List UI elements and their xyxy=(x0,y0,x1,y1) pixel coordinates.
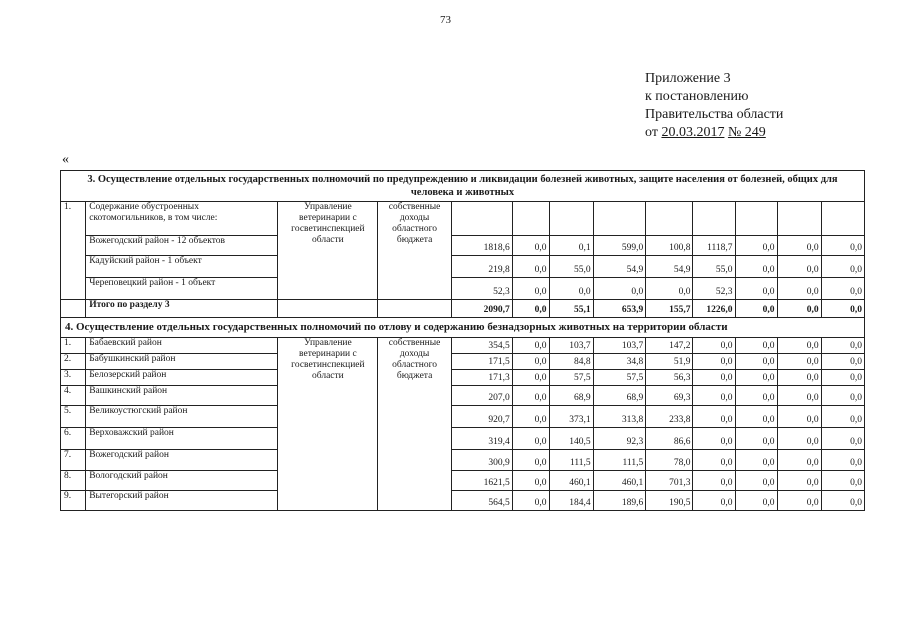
row-name: Верховажский район xyxy=(86,428,278,450)
value-cell: 190,5 xyxy=(646,491,693,511)
value-cell: 0,0 xyxy=(735,354,777,370)
value-cell: 0,0 xyxy=(512,236,549,256)
value-cell: 111,5 xyxy=(549,450,593,471)
value-cell: 0,0 xyxy=(512,370,549,386)
value-cell: 55,0 xyxy=(549,256,593,278)
value-cell: 0,0 xyxy=(777,278,821,300)
table-row xyxy=(61,471,865,491)
value-cell: 68,9 xyxy=(549,386,593,406)
value-cell: 111,5 xyxy=(593,450,646,471)
value-cell: 0,0 xyxy=(777,428,821,450)
table-row xyxy=(61,450,865,471)
value-cell: 219,8 xyxy=(451,256,512,278)
value-cell: 0,0 xyxy=(512,278,549,300)
value-cell: 0,0 xyxy=(821,354,864,370)
value-cell: 0,0 xyxy=(777,338,821,354)
value-cell: 92,3 xyxy=(593,428,646,450)
value-cell: 184,4 xyxy=(549,491,593,511)
value-cell: 0,0 xyxy=(735,236,777,256)
value-cell: 0,0 xyxy=(777,370,821,386)
value-cell: 103,7 xyxy=(549,338,593,354)
total-value: 0,0 xyxy=(735,300,777,318)
value-cell: 0,0 xyxy=(512,491,549,511)
value-cell: 171,3 xyxy=(451,370,512,386)
value-cell: 147,2 xyxy=(646,338,693,354)
value-cell: 0,0 xyxy=(693,450,735,471)
value-cell: 0,0 xyxy=(735,338,777,354)
value-cell: 0,0 xyxy=(735,428,777,450)
value-cell: 69,3 xyxy=(646,386,693,406)
table-row xyxy=(61,491,865,511)
value-cell: 319,4 xyxy=(451,428,512,450)
page-number: 73 xyxy=(440,14,451,26)
total-value: 653,9 xyxy=(593,300,646,318)
row-index: 9. xyxy=(61,491,86,511)
value-cell: 54,9 xyxy=(593,256,646,278)
table-row xyxy=(61,338,865,354)
value-cell: 313,8 xyxy=(593,406,646,428)
value-cell: 54,9 xyxy=(646,256,693,278)
value-cell: 0,0 xyxy=(512,406,549,428)
value-cell: 0,0 xyxy=(512,450,549,471)
budget-table xyxy=(60,170,865,511)
value-cell: 233,8 xyxy=(646,406,693,428)
value-cell: 920,7 xyxy=(451,406,512,428)
total-value: 2090,7 xyxy=(451,300,512,318)
value-cell: 0,0 xyxy=(646,278,693,300)
row-index: 8. xyxy=(61,471,86,491)
total-value: 0,0 xyxy=(777,300,821,318)
value-cell: 0,0 xyxy=(821,428,864,450)
table-row xyxy=(61,386,865,406)
table-row xyxy=(61,256,865,278)
source-cell: собственные доходы областного бюджета xyxy=(378,202,452,300)
value-cell: 100,8 xyxy=(646,236,693,256)
total-value: 0,0 xyxy=(821,300,864,318)
row-index: 5. xyxy=(61,406,86,428)
value-cell: 0,0 xyxy=(735,450,777,471)
value-cell: 0,0 xyxy=(693,338,735,354)
value-cell: 0,0 xyxy=(821,386,864,406)
section4-title: 4. Осуществление отдельных государственных полномочий по отлову и содержанию безнадзорных животных на территории области xyxy=(61,318,865,338)
value-cell: 140,5 xyxy=(549,428,593,450)
total-value: 0,0 xyxy=(512,300,549,318)
value-cell: 56,3 xyxy=(646,370,693,386)
value-cell: 0,0 xyxy=(735,256,777,278)
table-row xyxy=(61,370,865,386)
value-cell: 0,0 xyxy=(777,386,821,406)
row-heading: Содержание обустроенных скотомогильников, в том числе: xyxy=(86,202,278,236)
row-index: 7. xyxy=(61,450,86,471)
row-name: Вожегодский район xyxy=(86,450,278,471)
value-cell: 0,0 xyxy=(821,491,864,511)
value-cell: 0,0 xyxy=(777,406,821,428)
row-name: Белозерский район xyxy=(86,370,278,386)
row-index: 1. xyxy=(61,202,86,300)
appendix-line3: Правительства области xyxy=(645,107,784,122)
value-cell: 84,8 xyxy=(549,354,593,370)
row-index: 2. xyxy=(61,354,86,370)
value-cell: 0,0 xyxy=(777,450,821,471)
appendix-date-prefix: от xyxy=(645,125,658,140)
value-cell: 34,8 xyxy=(593,354,646,370)
value-cell: 0,0 xyxy=(821,338,864,354)
value-cell: 189,6 xyxy=(593,491,646,511)
value-cell: 55,0 xyxy=(693,256,735,278)
value-cell: 207,0 xyxy=(451,386,512,406)
row-name: Бабушкинский район xyxy=(86,354,278,370)
value-cell: 0,0 xyxy=(821,406,864,428)
value-cell: 1621,5 xyxy=(451,471,512,491)
appendix-date: 20.03.2017 xyxy=(661,125,725,140)
appendix-header xyxy=(645,70,783,142)
source-cell: собственные доходы областного бюджета xyxy=(378,338,452,511)
value-cell: 0,0 xyxy=(512,386,549,406)
value-cell: 0,0 xyxy=(735,386,777,406)
row-name: Вожегодский район - 12 объектов xyxy=(86,236,278,256)
row-index: 6. xyxy=(61,428,86,450)
total-row xyxy=(61,300,865,318)
value-cell: 0,0 xyxy=(512,256,549,278)
appendix-title: Приложение 3 xyxy=(645,71,731,86)
value-cell: 0,0 xyxy=(549,278,593,300)
executor-cell: Управление ветеринарии с госветинспекцией области xyxy=(278,338,378,511)
row-index: 3. xyxy=(61,370,86,386)
appendix-number: № 249 xyxy=(727,125,766,140)
executor-cell: Управление ветеринарии с госветинспекцией области xyxy=(278,202,378,300)
value-cell: 460,1 xyxy=(593,471,646,491)
value-cell: 0,0 xyxy=(693,428,735,450)
value-cell: 0,0 xyxy=(821,256,864,278)
value-cell: 86,6 xyxy=(646,428,693,450)
value-cell: 0,0 xyxy=(693,406,735,428)
value-cell: 599,0 xyxy=(593,236,646,256)
value-cell: 0,0 xyxy=(512,428,549,450)
value-cell: 300,9 xyxy=(451,450,512,471)
total-value: 55,1 xyxy=(549,300,593,318)
row-name: Вашкинский район xyxy=(86,386,278,406)
open-quote: « xyxy=(62,152,69,167)
value-cell: 373,1 xyxy=(549,406,593,428)
table-row xyxy=(61,202,865,236)
value-cell: 0,0 xyxy=(735,491,777,511)
value-cell: 0,0 xyxy=(777,491,821,511)
value-cell: 0,0 xyxy=(777,471,821,491)
value-cell: 0,0 xyxy=(693,370,735,386)
value-cell: 0,1 xyxy=(549,236,593,256)
row-name: Кадуйский район - 1 объект xyxy=(86,256,278,278)
value-cell: 171,5 xyxy=(451,354,512,370)
value-cell: 0,0 xyxy=(777,236,821,256)
section4-title-row xyxy=(61,318,865,338)
section3-title: 3. Осуществление отдельных государственных полномочий по предупреждению и ликвидации болезней животных, защите населения от болезней, общих для человека и животных xyxy=(61,171,865,202)
value-cell: 57,5 xyxy=(549,370,593,386)
value-cell: 52,3 xyxy=(451,278,512,300)
row-index: 4. xyxy=(61,386,86,406)
value-cell: 0,0 xyxy=(777,354,821,370)
value-cell: 0,0 xyxy=(821,471,864,491)
row-name: Череповецкий район - 1 объект xyxy=(86,278,278,300)
value-cell: 78,0 xyxy=(646,450,693,471)
value-cell: 0,0 xyxy=(693,491,735,511)
value-cell: 1818,6 xyxy=(451,236,512,256)
value-cell: 103,7 xyxy=(593,338,646,354)
value-cell: 51,9 xyxy=(646,354,693,370)
row-name: Вологодский район xyxy=(86,471,278,491)
value-cell: 0,0 xyxy=(735,370,777,386)
value-cell: 701,3 xyxy=(646,471,693,491)
value-cell: 0,0 xyxy=(693,386,735,406)
table-row xyxy=(61,354,865,370)
value-cell: 0,0 xyxy=(821,236,864,256)
table-row xyxy=(61,236,865,256)
value-cell: 68,9 xyxy=(593,386,646,406)
value-cell: 52,3 xyxy=(693,278,735,300)
value-cell: 0,0 xyxy=(821,450,864,471)
table-row xyxy=(61,428,865,450)
total-value: 155,7 xyxy=(646,300,693,318)
table-row xyxy=(61,278,865,300)
value-cell: 1118,7 xyxy=(693,236,735,256)
value-cell: 0,0 xyxy=(512,338,549,354)
total-value: 1226,0 xyxy=(693,300,735,318)
value-cell: 57,5 xyxy=(593,370,646,386)
value-cell: 0,0 xyxy=(593,278,646,300)
row-name: Великоустюгский район xyxy=(86,406,278,428)
value-cell: 0,0 xyxy=(821,278,864,300)
value-cell: 0,0 xyxy=(693,471,735,491)
section3-title-row xyxy=(61,171,865,202)
table-row xyxy=(61,406,865,428)
row-name: Бабаевский район xyxy=(86,338,278,354)
value-cell: 0,0 xyxy=(735,278,777,300)
value-cell: 564,5 xyxy=(451,491,512,511)
value-cell: 0,0 xyxy=(512,354,549,370)
total-label: Итого по разделу 3 xyxy=(86,300,278,318)
appendix-line2: к постановлению xyxy=(645,89,749,104)
value-cell: 0,0 xyxy=(512,471,549,491)
value-cell: 0,0 xyxy=(777,256,821,278)
value-cell: 0,0 xyxy=(693,354,735,370)
value-cell: 354,5 xyxy=(451,338,512,354)
value-cell: 0,0 xyxy=(735,406,777,428)
value-cell: 0,0 xyxy=(735,471,777,491)
value-cell: 0,0 xyxy=(821,370,864,386)
appendix-date-line xyxy=(645,124,783,142)
row-name: Вытегорский район xyxy=(86,491,278,511)
row-index: 1. xyxy=(61,338,86,354)
value-cell: 460,1 xyxy=(549,471,593,491)
